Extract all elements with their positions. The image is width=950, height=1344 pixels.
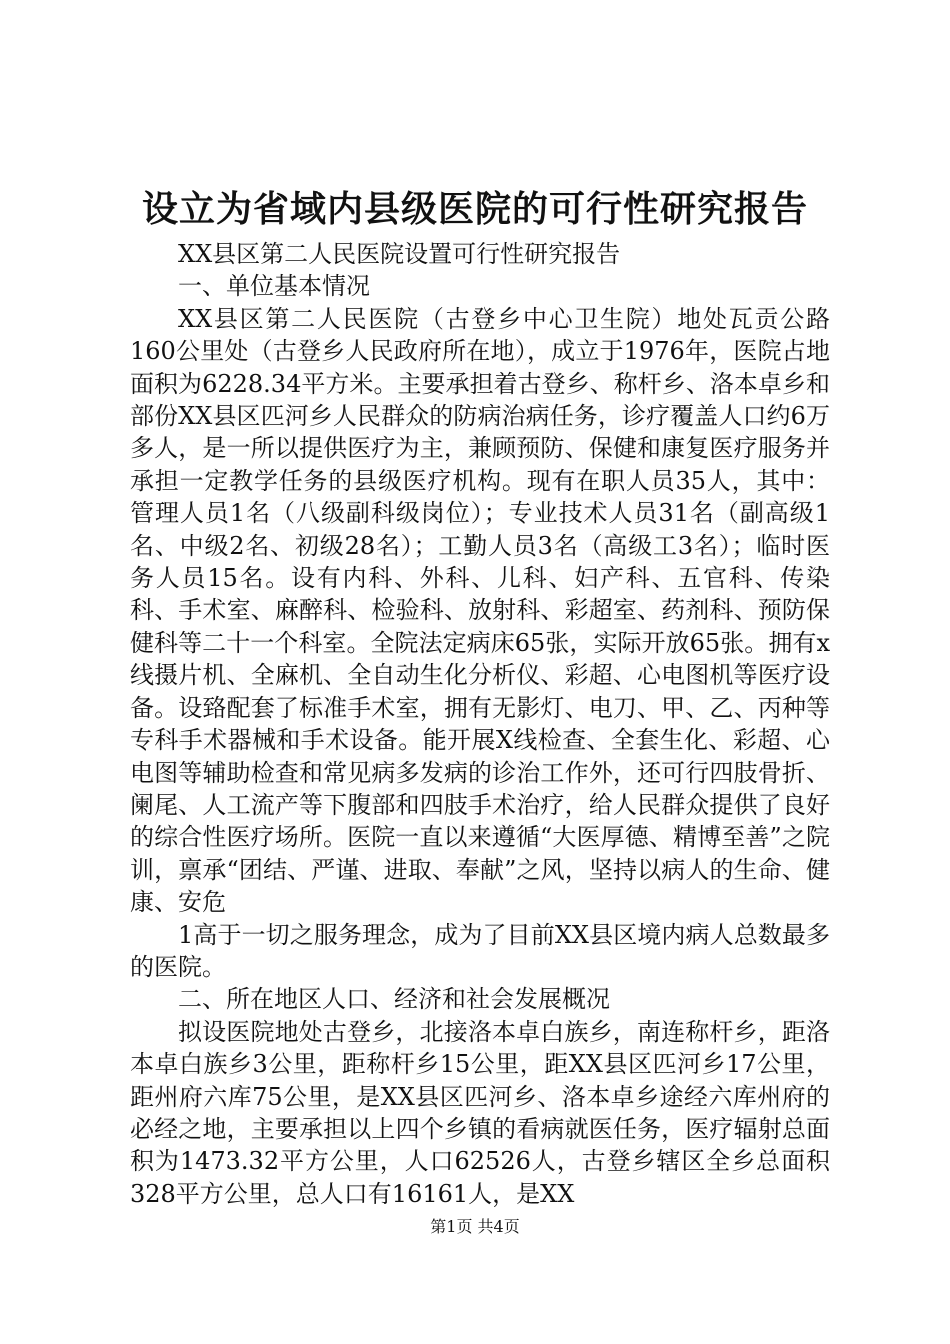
- document-title: 设立为省域内县级医院的可行性研究报告: [141, 188, 808, 230]
- paragraph-subtitle: XX县区第二人民医院设置可行性研究报告: [178, 240, 621, 268]
- paragraph-region-overview: 拟设医院地处古登乡，北接洛本卓白族乡，南连称杆乡，距洛本卓白族乡3公里，距称杆乡15公里，距XX县区匹河乡17公里，距州府六库75公里，是XX县区匹河乡、洛本卓乡途经六库州府的必经之地，主要承担以上四个乡镇的看病就医任务，医疗辐射总面积为1473.32平方公里，人口62526人，古登乡辖区全乡总面积328平方公里，总人口有16161人，是XX: [130, 1017, 830, 1208]
- document-body: [130, 238, 830, 1210]
- section-heading-2: 二、所在地区人口、经济和社会发展概况: [178, 985, 610, 1014]
- section-heading-1: 一、单位基本情况: [178, 272, 370, 301]
- paragraph-basic-info: XX县区第二人民医院（古登乡中心卫生院）地处瓦贡公路160公里处（古登乡人民政府所在地），成立于1976年，医院占地面积为6228.34平方米。主要承担着古登乡、称杆乡、洛本卓乡和部份XX县区匹河乡人民群众的防病治病任务，诊疗覆盖人口约6万多人，是一所以提供医疗为主，兼顾预防、保健和康复医疗服务并承担一定教学任务的县级医疗机构。现有在职人员35人，其中：管理人员1名（八级副科级岗位）；专业技术人员31名（副高级1名、中级2名、初级28名）；工勤人员3名（高级工3名）；临时医务人员15名。设有内科、外科、儿科、妇产科、五官科、传染科、手术室、麻醉科、检验科、放射科、彩超室、药剂科、预防保健科等二十一个科室。全院法定病床65张，实际开放65张。拥有x线摄片机、全麻机、全自动生化分析仪、彩超、心电图机等医疗设备。设臵配套了标准手术室，拥有无影灯、电刀、甲、乙、丙种等专科手术器械和手术设备。能开展X线检查、全套生化、彩超、心电图等辅助检查和常见病多发病的诊治工作外，还可行四肢骨折、阑尾、人工流产等下腹部和四肢手术治疗，给人民群众提供了良好的综合性医疗场所。医院一直以来遵循“大医厚德、精博至善”之院训，禀承“团结、严谨、进取、奉献”之风，坚持以病人的生命、健康、安危: [130, 304, 830, 917]
- paragraph-service-concept: 1高于一切之服务理念，成为了目前XX县区境内病人总数最多的医院。: [130, 920, 830, 981]
- page-footer: 第1页 共4页: [430, 1217, 520, 1236]
